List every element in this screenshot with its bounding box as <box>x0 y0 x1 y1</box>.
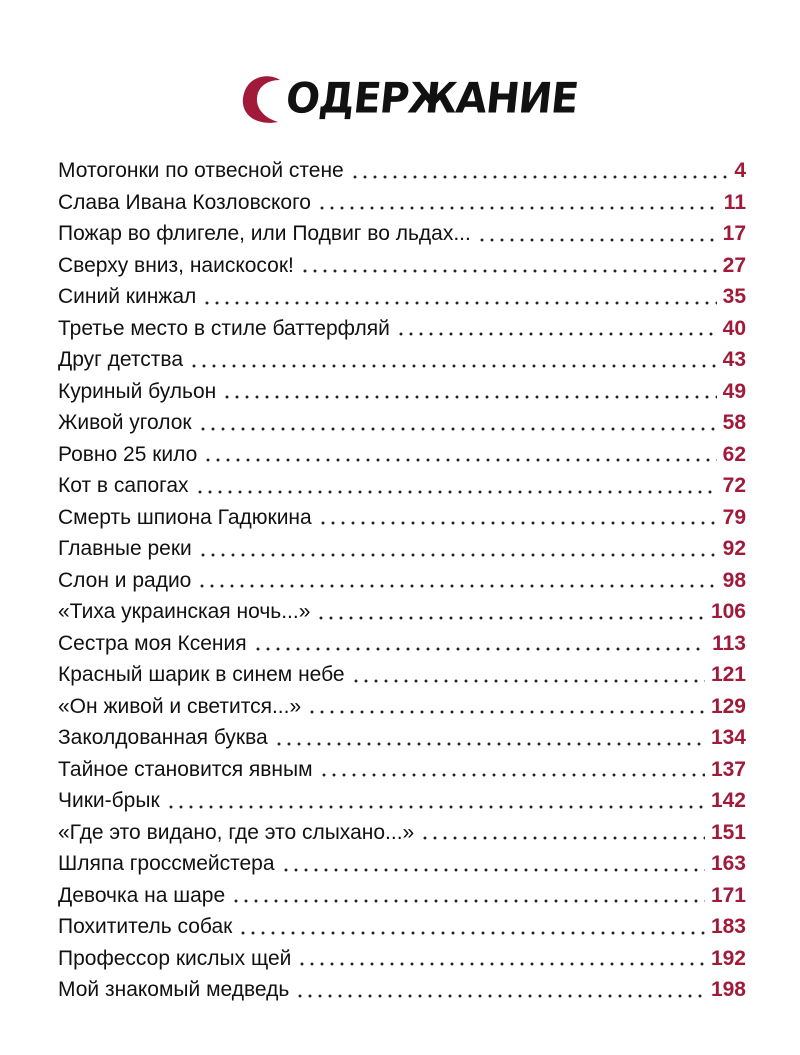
toc-entry[interactable] <box>58 691 746 723</box>
toc-entry-title: Красный шарик в синем небе <box>58 663 345 686</box>
toc-entry-page-number: 43 <box>722 348 746 371</box>
toc-entry-page-number: 171 <box>710 883 746 907</box>
toc-entry[interactable] <box>58 250 746 282</box>
toc-entry-title: Пожар во флигеле, или Подвиг во льдах... <box>58 222 471 245</box>
toc-entry[interactable] <box>58 502 746 534</box>
toc-entry-title: Чики-брык <box>58 789 160 812</box>
toc-entry-page-number: 106 <box>710 600 746 623</box>
dot-leader <box>297 961 705 967</box>
toc-entry-page-number: 198 <box>710 978 746 1001</box>
toc-entry-title: Девочка на шаре <box>58 883 226 907</box>
toc-entry-title: Кот в сапогах <box>58 474 189 497</box>
toc-entry[interactable] <box>58 533 746 565</box>
toc-entry-page-number: 92 <box>722 537 746 560</box>
dot-leader <box>350 174 729 180</box>
toc-entry-page-number: 151 <box>710 820 746 844</box>
dot-leader <box>300 268 717 274</box>
toc-entry[interactable] <box>58 754 746 786</box>
toc-entry-title: Сверху вниз, наискосок! <box>58 253 294 277</box>
toc-entry[interactable] <box>58 155 746 187</box>
toc-entry[interactable] <box>58 376 746 408</box>
toc-entry-title: «Тиха украинская ночь...» <box>58 600 311 623</box>
toc-entry-title: Сестра моя Ксения <box>58 631 247 655</box>
toc-entry-page-number: 40 <box>722 316 746 340</box>
toc-entry[interactable] <box>58 628 746 660</box>
toc-entry-page-number: 142 <box>710 789 746 812</box>
toc-entry-title: Шляпа гроссмейстера <box>58 852 275 875</box>
dot-leader <box>281 867 705 873</box>
toc-entry[interactable] <box>58 470 746 502</box>
dot-leader <box>203 457 716 463</box>
toc-entry-page-number: 35 <box>722 285 746 308</box>
toc-entry-page-number: 4 <box>734 159 746 182</box>
dot-leader <box>198 426 717 432</box>
toc-entry[interactable] <box>58 565 746 597</box>
dot-leader <box>189 363 717 369</box>
toc-entry-title: «Где это видано, где это слыхано...» <box>58 820 415 844</box>
dot-leader <box>274 741 705 747</box>
dot-leader <box>231 898 705 904</box>
toc-entry[interactable] <box>58 218 746 250</box>
toc-entry-title: Профессор кислых щей <box>58 946 292 970</box>
toc-entry-page-number: 192 <box>710 946 746 970</box>
toc-entry-title: Слава Ивана Козловского <box>58 190 311 214</box>
toc-entry[interactable] <box>58 659 746 691</box>
toc-entry-page-number: 17 <box>722 222 746 245</box>
toc-entry-title: Живой уголок <box>58 411 192 434</box>
toc-entry-title: Заколдованная буква <box>58 726 268 749</box>
toc-entry[interactable] <box>58 344 746 376</box>
toc-entry[interactable] <box>58 974 746 1006</box>
dot-leader <box>202 300 716 306</box>
toc-entry-title: Третье место в стиле баттерфляй <box>58 316 390 340</box>
toc-entry-page-number: 58 <box>722 411 746 434</box>
toc-entry-page-number: 49 <box>722 379 746 403</box>
toc-entry-title: Мотогонки по отвесной стене <box>58 159 344 182</box>
dot-leader <box>238 930 705 936</box>
toc-entry-page-number: 113 <box>712 631 746 655</box>
toc-entry-page-number: 11 <box>723 190 746 214</box>
toc-entry[interactable] <box>58 313 746 345</box>
toc-entry-page-number: 79 <box>722 505 746 529</box>
toc-entry-title: Похититель собак <box>58 915 233 938</box>
title-text: ОДЕРЖАНИЕ <box>283 74 581 124</box>
toc-entry-page-number: 27 <box>722 253 746 277</box>
dot-leader <box>318 520 717 526</box>
dot-leader <box>477 237 717 243</box>
toc-entry[interactable] <box>58 817 746 849</box>
toc-entry-page-number: 121 <box>710 663 746 686</box>
dot-leader <box>198 552 717 558</box>
toc-entry-page-number: 62 <box>722 442 746 466</box>
toc-entry[interactable] <box>58 281 746 313</box>
dot-leader <box>307 709 705 715</box>
toc-entry-page-number: 137 <box>710 757 746 781</box>
toc-entry-title: Главные реки <box>58 537 192 560</box>
toc-entry[interactable] <box>58 439 746 471</box>
dot-leader <box>195 489 717 495</box>
dot-leader <box>351 678 705 684</box>
toc-entry[interactable] <box>58 880 746 912</box>
toc-entry-title: Слон и радио <box>58 568 192 592</box>
toc-entry-title: Мой знакомый медведь <box>58 978 290 1001</box>
crescent-c-icon <box>240 72 284 126</box>
toc-entry-page-number: 129 <box>710 694 746 718</box>
table-of-contents <box>58 155 746 1006</box>
toc-entry-page-number: 72 <box>722 474 746 497</box>
toc-entry[interactable] <box>58 187 746 219</box>
toc-entry-title: Друг детства <box>58 348 183 371</box>
toc-entry-title: Синий кинжал <box>58 285 197 308</box>
dot-leader <box>295 993 705 999</box>
toc-entry-title: Тайное становится явным <box>58 757 313 781</box>
toc-entry-page-number: 183 <box>710 915 746 938</box>
dot-leader <box>166 804 705 810</box>
toc-entry[interactable] <box>58 407 746 439</box>
dot-leader <box>253 646 707 652</box>
dot-leader <box>420 835 705 841</box>
toc-entry-page-number: 163 <box>710 852 746 875</box>
toc-entry-page-number: 134 <box>710 726 746 749</box>
page-title <box>240 64 581 134</box>
dot-leader <box>316 615 705 621</box>
dot-leader <box>197 583 716 589</box>
toc-entry-title: Ровно 25 кило <box>58 442 198 466</box>
toc-entry[interactable] <box>58 943 746 975</box>
toc-entry[interactable] <box>58 596 746 628</box>
toc-entry[interactable] <box>58 785 746 817</box>
toc-entry-page-number: 98 <box>722 568 746 592</box>
dot-leader <box>396 331 717 337</box>
toc-entry-title: «Он живой и светится...» <box>58 694 302 718</box>
dot-leader <box>222 394 716 400</box>
title-initial-c <box>240 72 284 126</box>
toc-entry[interactable] <box>58 848 746 880</box>
toc-entry[interactable] <box>58 911 746 943</box>
toc-entry-title: Куриный бульон <box>58 379 217 403</box>
dot-leader <box>317 205 718 211</box>
toc-entry-title: Смерть шпиона Гадюкина <box>58 505 312 529</box>
toc-entry[interactable] <box>58 722 746 754</box>
dot-leader <box>319 772 705 778</box>
